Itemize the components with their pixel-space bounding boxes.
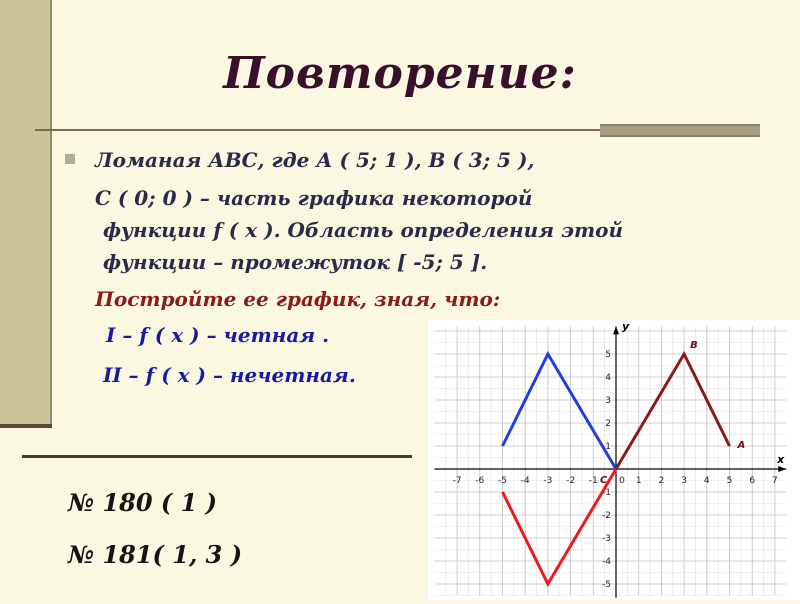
y-tick-label: 4 (605, 373, 611, 383)
task-1: № 180 ( 1 ) (68, 488, 218, 517)
x-tick-label: 2 (658, 476, 665, 486)
condition-odd: II – f ( x ) – нечетная. (103, 363, 356, 387)
x-tick-label: 5 (726, 476, 733, 486)
y-tick-label: -4 (602, 557, 611, 567)
title-divider-block (600, 124, 760, 137)
bottom-divider (22, 455, 412, 458)
graph-background (428, 320, 800, 600)
x-tick-label: 0 (619, 476, 625, 486)
x-tick-label: -2 (566, 476, 576, 486)
page-title: Повторение: (223, 48, 577, 99)
x-tick-label: 4 (703, 476, 710, 486)
x-tick-label: -1 (588, 476, 598, 486)
y-tick-label: -3 (602, 534, 611, 544)
y-tick-label: 3 (605, 396, 611, 406)
x-axis-label: x (777, 453, 785, 466)
x-tick-label: 6 (749, 476, 756, 486)
y-tick-label: -5 (602, 580, 611, 590)
x-tick-label: -7 (452, 476, 462, 486)
task-2: № 181( 1, 3 ) (68, 540, 243, 569)
point-label: A (737, 440, 746, 451)
title-divider (35, 129, 600, 131)
point-label: B (690, 340, 698, 351)
y-tick-label: -2 (602, 511, 611, 521)
graph-svg (428, 320, 800, 600)
y-tick-label: 5 (605, 350, 611, 360)
bullet-icon (65, 154, 75, 164)
x-tick-label: -5 (498, 476, 507, 486)
condition-even: I – f ( x ) – четная . (106, 323, 330, 347)
y-tick-label: 1 (605, 442, 611, 452)
function-graph (428, 320, 800, 600)
text-line-4: функции – промежуток [ -5; 5 ]. (103, 250, 488, 274)
x-tick-label: 3 (681, 476, 687, 486)
text-line-2: С ( 0; 0 ) – часть графика некоторой (95, 186, 533, 210)
text-line-3: функции f ( x ). Область определения этой (103, 218, 623, 242)
x-tick-label: -6 (475, 476, 485, 486)
x-tick-label: 7 (772, 476, 778, 486)
x-tick-label: -3 (543, 476, 553, 486)
x-tick-label: 1 (635, 476, 642, 486)
y-tick-label: -1 (602, 488, 611, 498)
x-tick-label: -4 (520, 476, 530, 486)
side-panel-edge (0, 424, 52, 428)
point-label: C (600, 475, 608, 486)
y-axis-label: y (622, 320, 630, 333)
text-line-1: Ломаная АВС, где А ( 5; 1 ), В ( 3; 5 ), (95, 148, 535, 172)
y-tick-label: 2 (605, 419, 611, 429)
text-line-5: Постройте ее график, зная, что: (95, 287, 501, 311)
